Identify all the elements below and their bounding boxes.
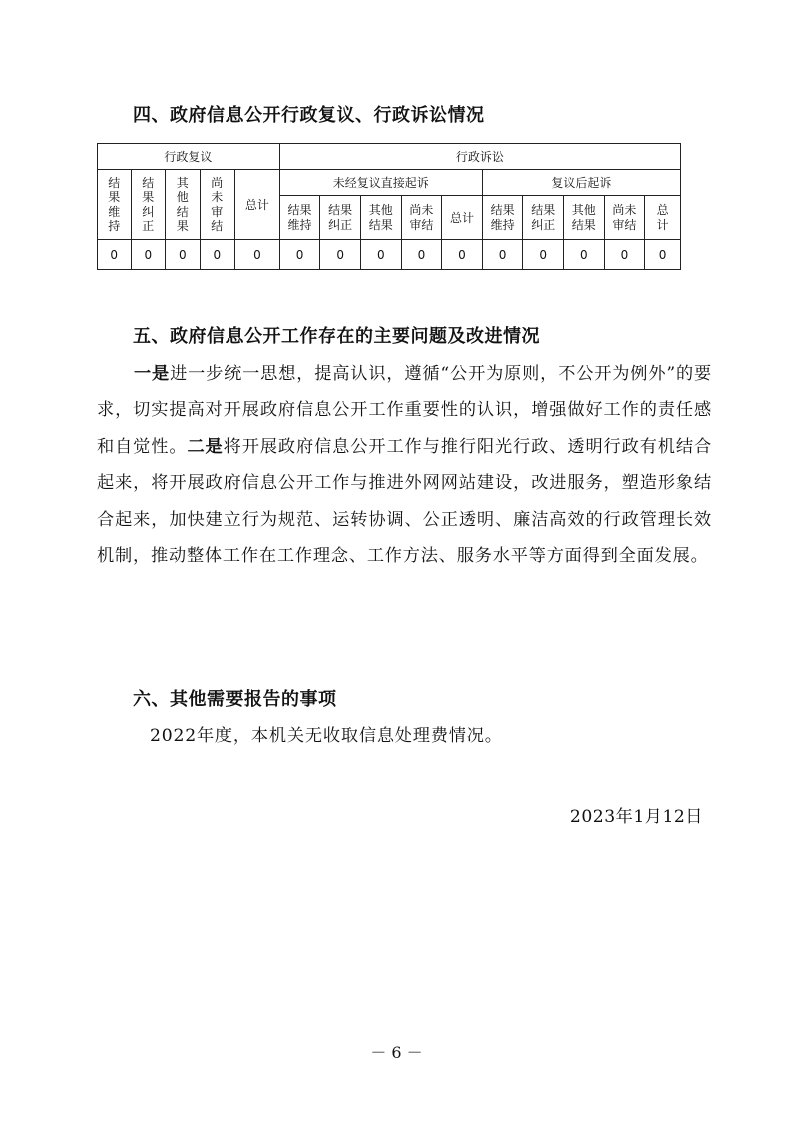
direct-col-header: 尚未审结 xyxy=(401,196,442,240)
litigation-header-cell: 行政诉讼 xyxy=(279,144,680,170)
direct-litigation-header: 未经复议直接起诉 xyxy=(279,170,482,196)
value-cell: 0 xyxy=(235,240,280,270)
section-6-heading: 六、其他需要报告的事项 xyxy=(133,689,337,710)
value-cell: 0 xyxy=(482,240,523,270)
value-cell: 0 xyxy=(442,240,483,270)
after-col-header: 结果维持 xyxy=(482,196,523,240)
value-cell: 0 xyxy=(279,240,320,270)
after-col-header: 尚未审结 xyxy=(604,196,645,240)
value-cell: 0 xyxy=(523,240,564,270)
direct-col-header: 结果纠正 xyxy=(320,196,361,240)
review-col-header: 尚未审结 xyxy=(200,170,235,240)
value-cell: 0 xyxy=(166,240,201,270)
review-col-header: 结果纠正 xyxy=(131,170,166,240)
value-cell: 0 xyxy=(200,240,235,270)
section-5-paragraph xyxy=(97,356,712,574)
section-4-heading: 四、政府信息公开行政复议、行政诉讼情况 xyxy=(133,105,485,126)
section-5-heading: 五、政府信息公开工作存在的主要问题及改进情况 xyxy=(133,326,540,347)
value-cell: 0 xyxy=(645,240,681,270)
document-date: 2023年1月12日 xyxy=(569,807,703,827)
after-review-litigation-header: 复议后起诉 xyxy=(482,170,680,196)
value-cell: 0 xyxy=(360,240,401,270)
value-cell: 0 xyxy=(604,240,645,270)
second-point-text: 将开展政府信息公开工作与推行阳光行政、透明行政有机结合起来，将开展政府信息公开工作与推进外网网站建设，改进服务，塑造形象结合起来，加快建立行为规范、运转协调、公正透明、廉洁高效的行政管理长效机制，推动整体工作在工作理念、工作方法、服务水平等方面得到全面发展。 xyxy=(97,436,712,567)
page-number: － 6 － xyxy=(370,1043,423,1062)
review-col-header: 结果维持 xyxy=(98,170,132,240)
value-cell: 0 xyxy=(401,240,442,270)
direct-col-header: 结果维持 xyxy=(279,196,320,240)
second-point-label: 二是 xyxy=(187,436,224,457)
value-cell: 0 xyxy=(131,240,166,270)
first-point-label: 一是 xyxy=(134,364,171,384)
value-cell: 0 xyxy=(564,240,605,270)
after-col-header: 其他结果 xyxy=(564,196,605,240)
review-total-header: 总计 xyxy=(235,170,280,240)
review-litigation-table xyxy=(97,143,681,270)
value-cell: 0 xyxy=(320,240,361,270)
after-col-header: 结果纠正 xyxy=(523,196,564,240)
review-header-cell: 行政复议 xyxy=(98,144,280,170)
first-point-text: 进一步统一思想，提高认识，遵循“公开为原则，不公开为例外”的要求，切实提高对开展政府信息公开工作重要性的认识，增强做好工作的责任感和自觉性。 xyxy=(97,364,712,457)
value-cell: 0 xyxy=(98,240,132,270)
direct-col-header: 其他结果 xyxy=(360,196,401,240)
fee-statement: 2022年度，本机关无收取信息处理费情况。 xyxy=(150,726,503,746)
direct-total-header: 总计 xyxy=(442,196,483,240)
after-total-header: 总计 xyxy=(645,196,681,240)
review-col-header: 其他结果 xyxy=(166,170,201,240)
